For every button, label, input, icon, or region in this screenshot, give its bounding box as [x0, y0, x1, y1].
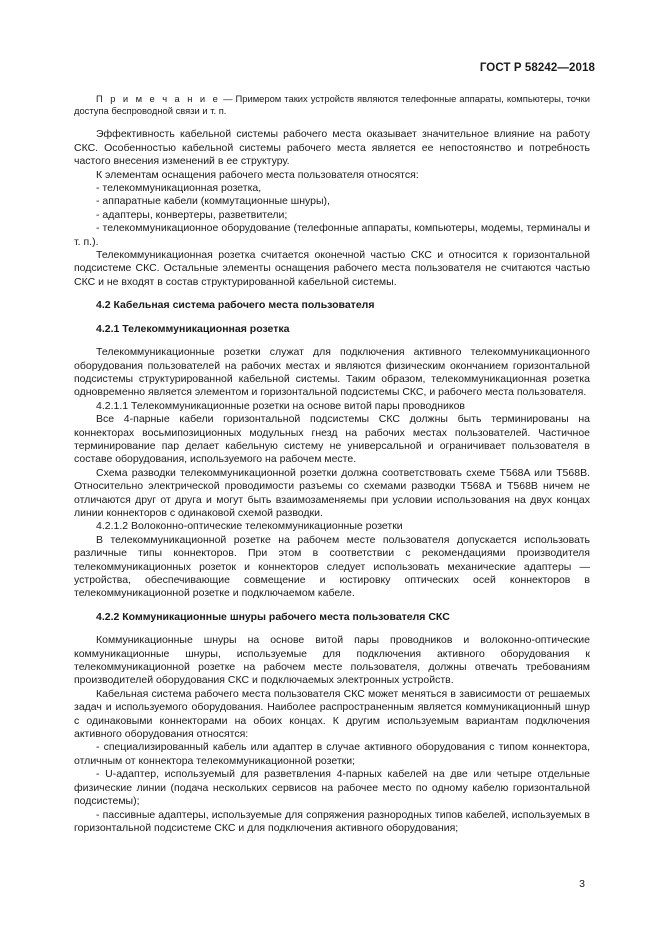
section-heading: 4.2 Кабельная система рабочего места пользователя [96, 299, 375, 312]
page-content [74, 93, 590, 835]
paragraph: В телекоммуникационной розетке на рабочем месте пользователя допускается использовать различные типы коннекторов. При этом в соответствии с рекомендациями производителя телекоммуникационных розеток и коннекторов следует использовать механические адаптеры — устройства, обеспечивающие совмещение и юстировку оптических осей коннекторов в телекоммуникационной розетке и подключаемом кабеле. [74, 533, 590, 600]
paragraph: Телекоммуникационные розетки служат для подключения активного телекоммуникационного оборудования пользователей на рабочих местах и являются физическим окончанием горизонтальной подсистемы структурированной кабельной системы. Таким образом, телекоммуникационная розетка одновременно является элементом и горизонтальной подсистемы СКС, и рабочего места пользователя. [74, 346, 590, 399]
paragraph: Все 4-парные кабели горизонтальной подсистемы СКС должны быть терминированы на коннекторах восьмипозиционных модульных гнезд на рабочих местах пользователей. Частичное терминирование пар делает кабельную систему не универсальной и ограничивает пользователя в составе оборудования, используемого на рабочем месте. [74, 413, 590, 466]
section-heading: 4.2.1 Телекоммуникационная розетка [96, 322, 290, 335]
standard-code: ГОСТ Р 58242—2018 [479, 62, 595, 74]
list-item: - пассивные адаптеры, используемые для сопряжения разнородных типов кабелей, используемых в горизонтальной подсистеме СКС и для подключения активного оборудования; [74, 808, 590, 834]
paragraph: К элементам оснащения рабочего места пользователя относятся: [96, 168, 419, 181]
section-heading: 4.2.2 Коммуникационные шнуры рабочего места пользователя СКС [96, 610, 450, 623]
subsection-heading: 4.2.1.1 Телекоммуникационные розетки на основе витой пары проводников [96, 399, 465, 412]
paragraph: Телекоммуникационная розетка считается оконечной частью СКС и относится к горизонтальной подсистеме СКС. Остальные элементы оснащения рабочего места пользователя не считаются частью СКС и не входят в состав структурированной кабельной системы. [74, 249, 590, 288]
list-item: - аппаратные кабели (коммутационные шнуры), [96, 195, 330, 208]
subsection-heading: 4.2.1.2 Волоконно-оптические телекоммуникационные розетки [96, 520, 403, 533]
paragraph: Кабельная система рабочего места пользователя СКС может меняться в зависимости от решаемых задач и используемого оборудования. Наиболее распространенным является коммуникационный шнур с одинаковыми коннекторами на обоих концах. К другим используемым вариантам подключения активного оборудования относятся: [74, 687, 590, 741]
note-text: — Примером таких устройств являются телефонные аппараты, компьютеры, точки доступа беспроводной связи и т. п. [74, 93, 590, 117]
note [74, 93, 590, 117]
page-number: 3 [579, 878, 585, 890]
list-item: - телекоммуникационное оборудование (телефонные аппараты, компьютеры, модемы, терминалы и т. п.). [74, 222, 590, 248]
list-item: - U-адаптер, используемый для разветвления 4-парных кабелей на две или четыре отдельные физические линии (подача нескольких сервисов на рабочее место по одному кабелю горизонтальной подсистемы); [74, 768, 590, 808]
paragraph: Коммуникационные шнуры на основе витой пары проводников и волоконно-оптические коммуникационные шнуры, используемые для подключения активного оборудования к телекоммуникационной розетке на рабочем месте пользователя, должны отвечать требованиям производителей оборудования СКС и подключаемых электронных устройств. [74, 634, 590, 687]
note-label: П р и м е ч а н и е [96, 93, 220, 104]
list-item: - адаптеры, конвертеры, разветвители; [96, 208, 288, 221]
paragraph: Схема разводки телекоммуникационной розетки должна соответствовать схеме T568A или T568B. Относительно электрической проводимости разъемы со схемами разводки T568A и T568B ничем не отличаются друг от друга и могут быть взаимозаменяемы при условии использования на двух концах линии коннекторов с одинаковой схемой разводки. [74, 466, 590, 519]
list-item: - специализированный кабель или адаптер в случае активного оборудования с типом коннектора, отличным от коннектора телекоммуникационной розетки; [74, 741, 590, 767]
paragraph: Эффективность кабельной системы рабочего места оказывает значительное влияние на работу СКС. Особенностью кабельной системы рабочего места является ее непостоянство и потребность частого внесения изменений в ее структуру. [74, 128, 590, 168]
list-item: - телекоммуникационная розетка, [96, 182, 262, 195]
